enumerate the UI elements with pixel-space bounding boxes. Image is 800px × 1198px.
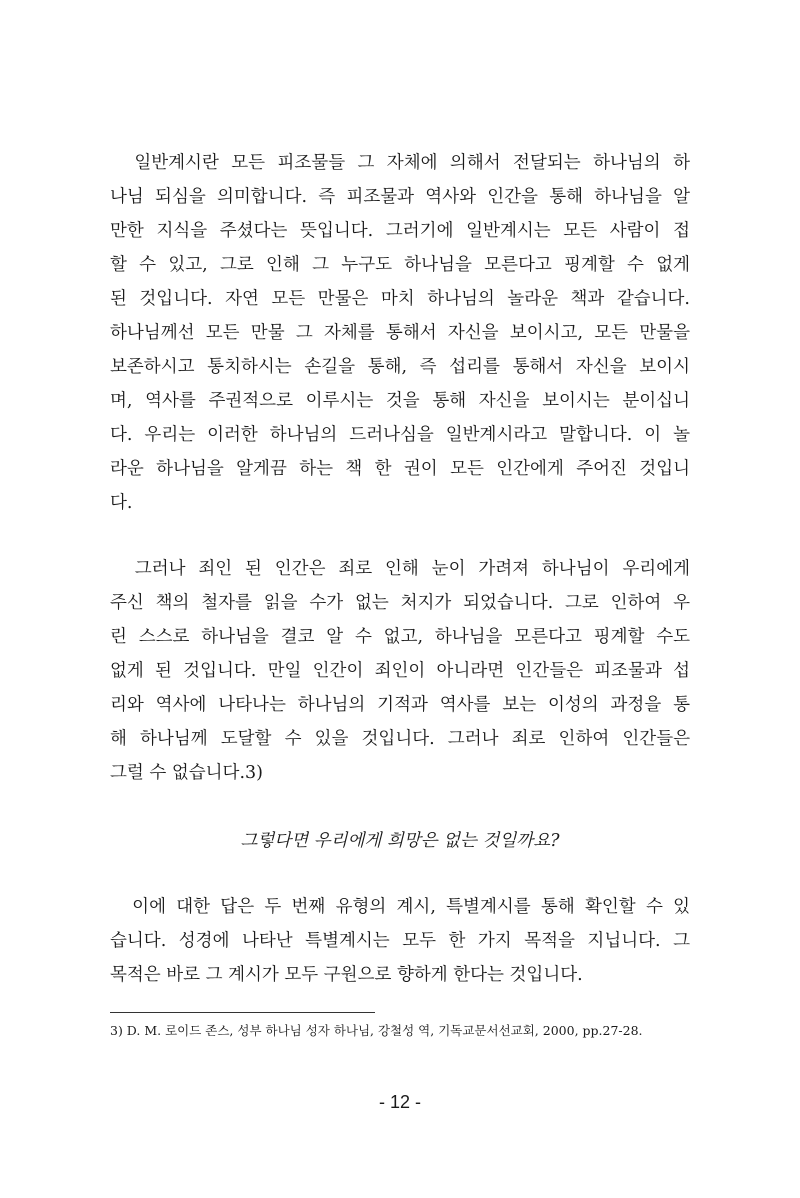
- paragraph-line: 된 것입니다. 자연 모든 만물은 마치 하나님의 놀라운 책과 같습니다.: [110, 289, 690, 309]
- paragraph-line: 그러나 죄인 된 인간은 죄로 인해 눈이 가려져 하나님이 우리에게: [110, 559, 690, 579]
- paragraph-line: 할 수 있고, 그로 인해 그 누구도 하나님을 모른다고 핑계할 수 없게: [110, 255, 690, 275]
- paragraph-line: 다. 우리는 이러한 하나님의 드러나심을 일반계시라고 말합니다. 이 놀: [110, 425, 690, 445]
- page-number: - 12 -: [378, 1092, 421, 1112]
- paragraph-line: 그럴 수 없습니다.3): [110, 763, 263, 783]
- paragraph-line: 없게 된 것입니다. 만일 인간이 죄인이 아니라면 인간들은 피조물과 섭: [110, 661, 690, 681]
- paragraph-line: 라운 하나님을 알게끔 하는 책 한 권이 모든 인간에게 주어진 것입니: [110, 459, 690, 479]
- paragraph-line: 나님 되심을 의미합니다. 즉 피조물과 역사와 인간을 통해 하나님을 알: [110, 187, 690, 207]
- paragraph-line: 하나님께선 모든 만물 그 자체를 통해서 자신을 보이시고, 모든 만물을: [110, 323, 690, 343]
- paragraph-line: 이에 대한 답은 두 번째 유형의 계시, 특별계시를 통해 확인할 수 있: [110, 897, 690, 917]
- paragraph-line: 일반계시란 모든 피조물들 그 자체에 의해서 전달되는 하나님의 하: [110, 153, 690, 173]
- paragraph-line: 린 스스로 하나님을 결코 알 수 없고, 하나님을 모른다고 핑계할 수도: [110, 627, 690, 647]
- paragraph-line: 리와 역사에 나타나는 하나님의 기적과 역사를 보는 이성의 과정을 통: [110, 695, 690, 715]
- paragraph-line: 며, 역사를 주권적으로 이루시는 것을 통해 자신을 보이시는 분이십니: [110, 391, 690, 411]
- paragraph-line: 만한 지식을 주셨다는 뜻입니다. 그러기에 일반계시는 모든 사람이 접: [110, 221, 690, 241]
- paragraph-line: 주신 책의 철자를 읽을 수가 없는 처지가 되었습니다. 그로 인하여 우: [110, 593, 690, 613]
- paragraph-line: 해 하나님께 도달할 수 있을 것입니다. 그러나 죄로 인하여 인간들은: [110, 729, 690, 749]
- paragraph-line: 습니다. 성경에 나타난 특별계시는 모두 한 가지 목적을 지닙니다. 그: [110, 931, 690, 951]
- paragraph-line: 보존하시고 통치하시는 손길을 통해, 즉 섭리를 통해서 자신을 보이시: [110, 357, 690, 377]
- paragraph-line: 다.: [110, 493, 133, 513]
- paragraph-line: 목적은 바로 그 계시가 모두 구원으로 향하게 한다는 것입니다.: [110, 965, 583, 985]
- italic-question: 그렇다면 우리에게 희망은 없는 것일까요?: [240, 831, 560, 851]
- footnote: 3) D. M. 로이드 존스, 성부 하나님 성자 하나님, 강철성 역, 기독교문서선교회, 2000, pp.27-28.: [110, 1023, 643, 1038]
- footnote-divider: [110, 1012, 375, 1013]
